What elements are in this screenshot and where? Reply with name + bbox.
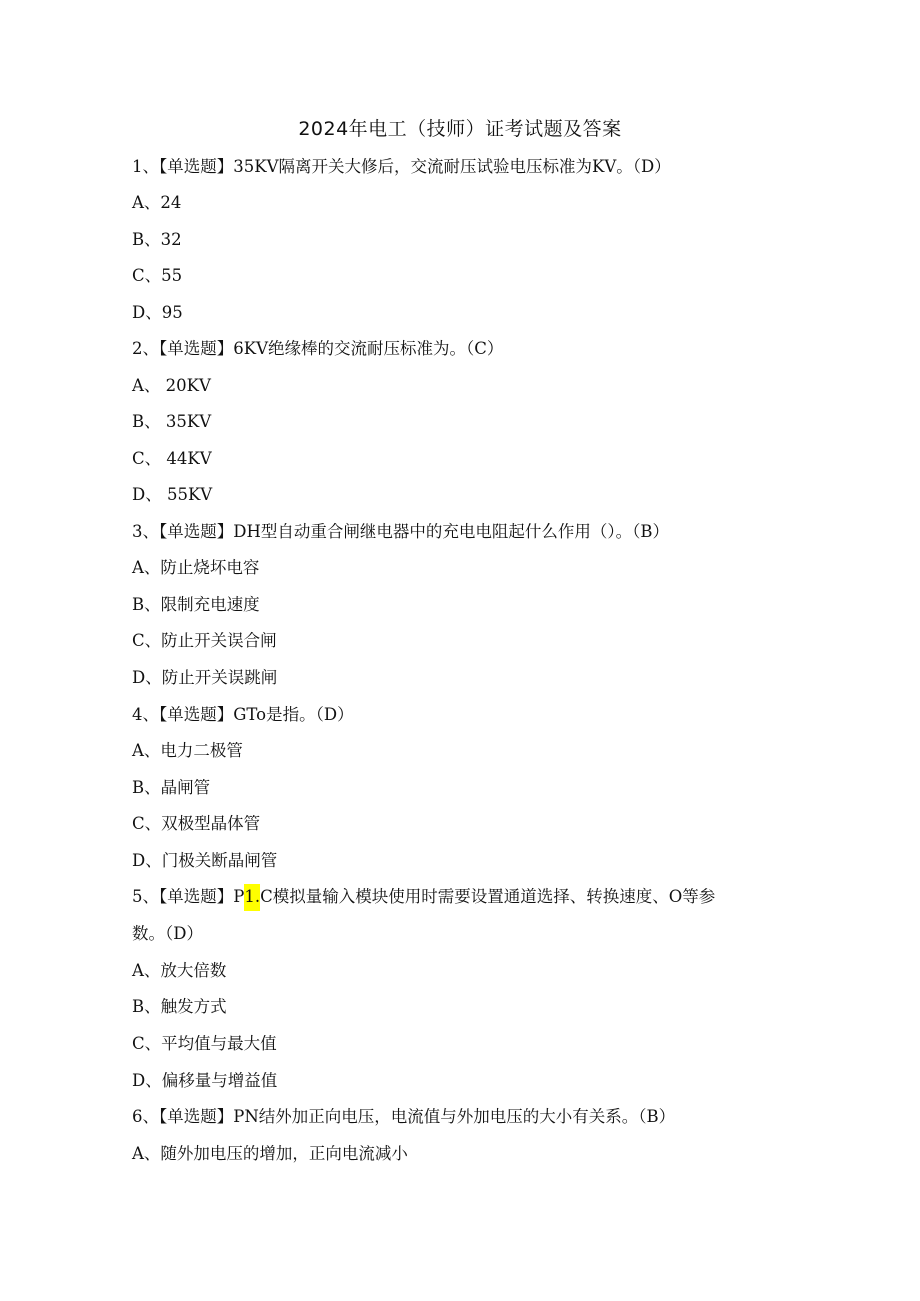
question-5-option-d: D、偏移量与增益值 [132,1071,278,1090]
document-title: 2024年电工（技师）证考试题及答案 [298,118,622,140]
question-5-stem-continuation: 数。（D） [132,924,203,943]
question-5-option-b: B、触发方式 [132,997,227,1016]
question-1-option-d: D、95 [132,303,183,322]
question-4-stem: 4、【单选题】GTo是指。（D） [132,705,354,724]
question-5-stem [132,885,715,909]
question-5-option-c: C、平均值与最大值 [132,1034,277,1053]
question-4-option-c: C、双极型晶体管 [132,814,261,833]
highlighted-text: 1. [244,884,260,911]
question-3-stem: 3、【单选题】DH型自动重合闸继电器中的充电电阻起什么作用（）。（B） [132,522,669,541]
question-2-option-d: D、 55KV [132,485,213,504]
question-6-stem: 6、【单选题】PN结外加正向电压，电流值与外加电压的大小有关系。（B） [132,1107,676,1126]
question-5-stem-prefix: 5、【单选题】P [132,887,245,906]
question-4-option-a: A、电力二极管 [132,741,243,760]
question-2-option-a: A、 20KV [132,376,211,395]
question-4-option-d: D、门极关断晶闸管 [132,851,278,870]
question-1-option-c: C、55 [132,266,183,285]
question-2-option-c: C、 44KV [132,449,212,468]
question-4-option-b: B、晶闸管 [132,778,211,797]
question-5-option-a: A、放大倍数 [132,961,227,980]
question-3-option-b: B、限制充电速度 [132,595,260,614]
question-5-stem-suffix: C模拟量输入模块使用时需要设置通道选择、转换速度、O等参 [260,887,716,906]
question-2-option-b: B、 35KV [132,412,212,431]
question-1-option-b: B、32 [132,230,182,249]
question-3-option-a: A、防止烧坏电容 [132,558,260,577]
question-2-stem: 2、【单选题】6KV绝缘棒的交流耐压标准为。（C） [132,339,504,358]
question-3-option-d: D、防止开关误跳闸 [132,668,278,687]
question-1-stem: 1、【单选题】35KV隔离开关大修后，交流耐压试验电压标准为KV。（D） [132,157,671,176]
question-6-option-a: A、随外加电压的增加，正向电流减小 [132,1144,408,1163]
question-1-option-a: A、24 [132,193,182,212]
question-3-option-c: C、防止开关误合闸 [132,631,277,650]
